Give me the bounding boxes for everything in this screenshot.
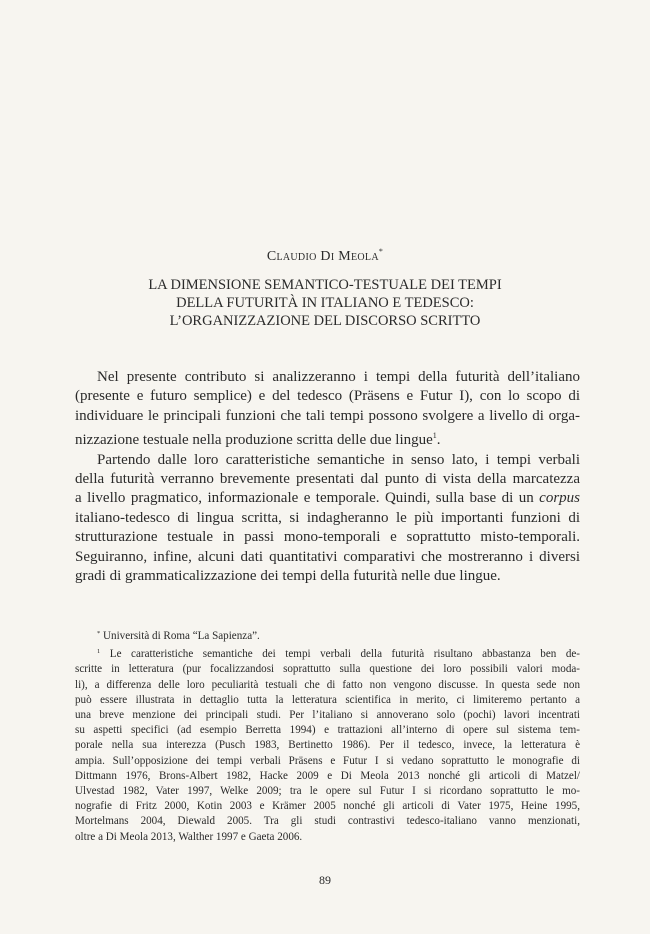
footnote-line: Dittmann 1976, Brons-Albert 1982, Hacke 2009 e Di Meola 2013 nonché gli articoli di Matzel/ [75,769,580,782]
abstract-body [75,368,580,586]
footnote-line: scritte in letteratura (pur focalizzandosi soprattutto sulla questione dei loro possibili valori moda- [75,663,580,676]
title-line: LA DIMENSIONE SEMANTICO-TESTUALE DEI TEMPI [148,277,502,293]
title-line: DELLA FUTURITÀ IN ITALIANO E TEDESCO: [176,295,474,311]
body-line: a livello pragmatico, informazionale e temporale. Quindi, sulla base di un corpus [75,490,580,507]
body-line: (presente e futuro semplice) e del tedesco (Präsens e Futur I), con lo scopo di [75,388,580,405]
italic-term: corpus [539,490,580,507]
footnote-line: Mortelmans 2004, Diewald 2005. Tra gli studi contrastivi tedesco-italiano vanno menzionati, [75,815,580,828]
body-line: Partendo dalle loro caratteristiche semantiche in senso lato, i tempi verbali [97,451,580,468]
footnote-affiliation: * Università di Roma “La Sapienza”. [97,630,260,642]
body-line: Seguiranno, infine, alcuni dati quantitativi comparativi che mostreranno i diversi [75,548,580,565]
author-line [0,247,650,265]
footnote-line: nografie di Fritz 2000, Kotin 2003 e Krämer 2005 nonché gli articoli di Vater 1975, Heine 1995, [75,800,580,813]
page-number: 89 [319,873,331,887]
footnote-line: una breve menzione dei principali studi. Per l’italiano si annoverano solo (pochi) lavori incentrati [75,709,580,722]
author-footnote-mark: * [378,247,384,256]
author-first-name: Claudio [266,249,317,264]
author-last-name: Di Meola [320,249,379,264]
footnotes [75,626,580,845]
footnote-line: porale nella sua interezza (Pusch 1983, Bertinetto 1986). Per il tedesco, invece, la letteratura è [75,739,580,752]
body-line: della futurità verranno brevemente presentati dal punto di vista della marcatezza [75,471,580,488]
footnote-line: ampia. Sull’opposizione dei tempi verbali Präsens e Futur I si vedano soprattutto le monografie di [75,754,580,767]
body-line: italiano-tedesco di lingua scritta, si indagheranno le più importanti funzioni di [75,509,580,526]
body-line: gradi di grammaticalizzazione dei tempi della futurità nelle due lingue. [75,568,501,585]
body-line: individuare le principali funzioni che tali tempi possono svolgere a livello di orga- [75,407,580,424]
footnote-ref-1: 1 [432,431,437,441]
footnote-line: li), a differenza delle loro peculiarità testuali che di fatto non vengono discusse. In questa sede non [75,678,580,691]
footnote-line: su aspetti specifici (ad esempio Berretta 1994) e trattazioni all’interno di opere sul sistema tem- [75,724,580,737]
body-line: strutturazione testuale in passi mono-temporali e soprattutto misto-temporali. [75,529,580,546]
footnote-line: può essere illustrata in dettaglio tutta la letteratura scientifica in merito, ci limiteremo pertanto a [75,693,580,706]
body-line: Nel presente contributo si analizzeranno i tempi della futurità dell’italiano [97,369,580,385]
footnote-line: $^1$ Le caratteristiche semantiche dei tempi verbali della futurità risultano abbastanza ben de- [97,648,581,661]
footnote-line: Ulvestad 1982, Vater 1997, Welke 2009; tra le opere sul Futur I si ricordano soprattutto le mo- [75,785,580,798]
footnote-line: oltre a Di Meola 2013, Walther 1997 e Gaeta 2006. [75,830,303,843]
title-line: L’ORGANIZZAZIONE DEL DISCORSO SCRITTO [169,313,481,329]
body-line: nizzazione testuale nella produzione scritta delle due lingue$^1$. [75,431,441,449]
article-title [80,276,570,330]
